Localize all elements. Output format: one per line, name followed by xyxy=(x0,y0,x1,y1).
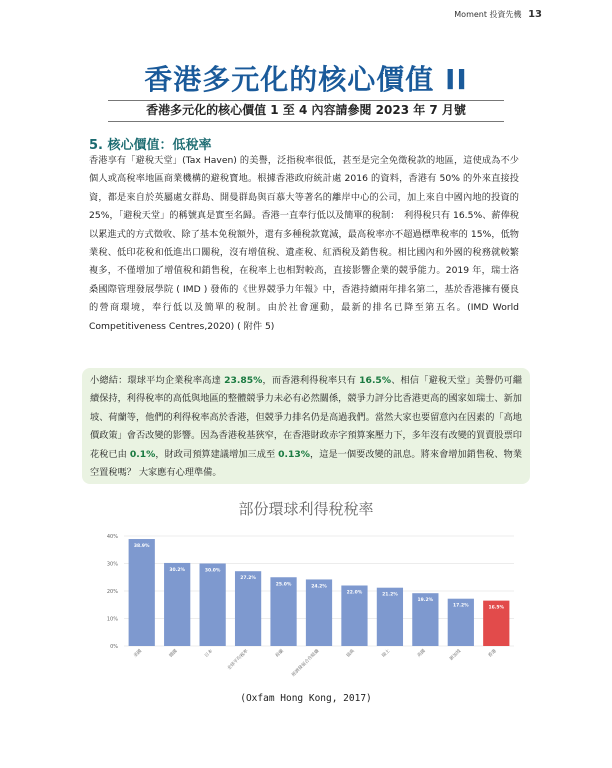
bar-value-label: 17.2% xyxy=(453,603,469,609)
x-tick-label: 香港 xyxy=(487,648,498,659)
bar-value-label: 30.2% xyxy=(169,567,185,573)
bar-value-label: 24.2% xyxy=(311,584,327,590)
summary-text-3: 、相信「避稅天堂」美譽仍可繼續保持，利得稅率的高低與地區的整體競爭力未必有必然關係，競爭力評分比香港更高的國家如瑞士、新加坡、荷蘭等，他們的利得稅率高於香港，但競爭力排名仍是高過我們。當然大家也要留意內在因素的「高地價政策」會否改變的影響。因為香港稅基狹窄，在香港財政赤字預算案壓力下，多年沒有改變的買賣股票印花稅已由 xyxy=(90,375,523,460)
bar xyxy=(270,577,296,646)
bar xyxy=(235,571,261,646)
bar xyxy=(200,564,226,647)
chart-svg xyxy=(90,492,522,678)
page-title: 香港多元化的核心價值 II xyxy=(144,63,468,96)
page-header xyxy=(454,9,542,20)
x-tick-label: 日本 xyxy=(204,648,215,659)
x-tick-label: 經濟發展合作組織 xyxy=(291,648,321,678)
bar-value-label: 25.0% xyxy=(275,582,292,588)
x-tick-label: 荷蘭 xyxy=(275,648,285,659)
y-tick-label: 0% xyxy=(110,644,118,650)
x-tick-label: 全球平均稅率 xyxy=(226,648,250,672)
summary-text-2: ，而香港利得稅率只有 xyxy=(262,375,360,386)
bar-value-label: 21.2% xyxy=(382,592,398,598)
bar xyxy=(164,563,190,646)
x-tick-label: 新加坡 xyxy=(449,648,463,662)
tax-rate-chart xyxy=(90,492,522,678)
page-number: 13 xyxy=(528,9,542,20)
summary-box xyxy=(82,368,530,484)
summary-highlight-hk-rate: 16.5% xyxy=(359,375,392,386)
chart-title: 部份環球利得稅稅率 xyxy=(238,500,374,518)
bar-value-label: 27.2% xyxy=(240,576,256,582)
summary-highlight-old-stamp-duty: 0.1% xyxy=(129,448,156,460)
bar-value-label: 16.5% xyxy=(488,605,505,611)
x-tick-label: 瑞典 xyxy=(345,648,356,659)
summary-highlight-global-rate: 23.85% xyxy=(224,375,263,386)
x-tick-label: 英國 xyxy=(416,648,427,659)
y-tick-label: 30% xyxy=(106,561,118,568)
bar-value-label: 30.0% xyxy=(204,568,221,574)
body-paragraph: 香港享有「避稅天堂」(Tax Haven) 的美譽，泛指稅率很低，甚至是完全免徵稅款的地區，這使成為不少個人或高稅率地區商業機構的避稅寶地。根據香港政府統計處 2016 的資料，香港有 50% 的外來直接投資，都是來自於英屬處女群島、開曼群島與百慕大等著名的離岸中心的公司，加上來自中國內地的投資的 25%，「避稅天堂」的稱號真是實至名歸。香港一直奉行低以及簡單的稅制： 利得稅只有 16.5%、薪俸稅以累進式的方式徵收、除了基本免稅額外，還有多種稅款寬減，最高稅率亦不超過標準稅率的 15%，低物業稅、低印花稅和低進出口關稅，沒有增值稅、遺產稅、紅酒稅及銷售稅。相比國內和外國的稅務就較繁複多，不僅增加了增值稅和銷售稅，在稅率上也相對較高，直接影響企業的競爭能力。2019 年，瑞士洛桑國際管理發展學院 ( IMD ) 發佈的《世界競爭力年報》中，香港持續兩年排名第二，基於香港擁有優良的營商環境，奉行低以及簡單的稅制。由於社會運動，最新的排名已降至第五名。(IMD World Competitiveness Centres,2020) ( 附件 5) xyxy=(89,155,519,332)
y-tick-label: 40% xyxy=(106,534,118,540)
bar-value-label: 19.2% xyxy=(417,598,434,604)
x-tick-label: 德國 xyxy=(168,648,179,659)
section-heading: 5. 核心價值：低稅率 xyxy=(89,138,212,153)
x-tick-label: 瑞士 xyxy=(381,648,392,659)
publication-name: Moment 投資先機 xyxy=(454,10,522,19)
chart-source-caption: (Oxfam Hong Kong, 2017) xyxy=(240,693,372,704)
y-tick-label: 10% xyxy=(106,616,118,623)
summary-text-1: 環球平均企業稅率高達 xyxy=(127,375,225,386)
summary-highlight-new-stamp-duty: 0.13% xyxy=(278,448,310,460)
summary-label: 小總結： xyxy=(90,375,128,386)
x-tick-label: 美國 xyxy=(133,648,144,659)
bar-value-label: 22.0% xyxy=(346,590,363,596)
summary-text-4: ，財政司預算建議增加三成至 xyxy=(155,448,279,460)
subtitle-bar: 香港多元化的核心價值 1 至 4 內容請參閱 2023 年 7 月號 xyxy=(108,100,504,122)
bar-value-label: 38.9% xyxy=(133,544,150,550)
bar xyxy=(129,539,155,646)
y-tick-label: 20% xyxy=(106,589,118,595)
summary-text-5: ，這是一個要改變的訊息。將來會增加銷售稅、物業空置稅嗎？ 大家應有心理準備。 xyxy=(90,448,523,479)
